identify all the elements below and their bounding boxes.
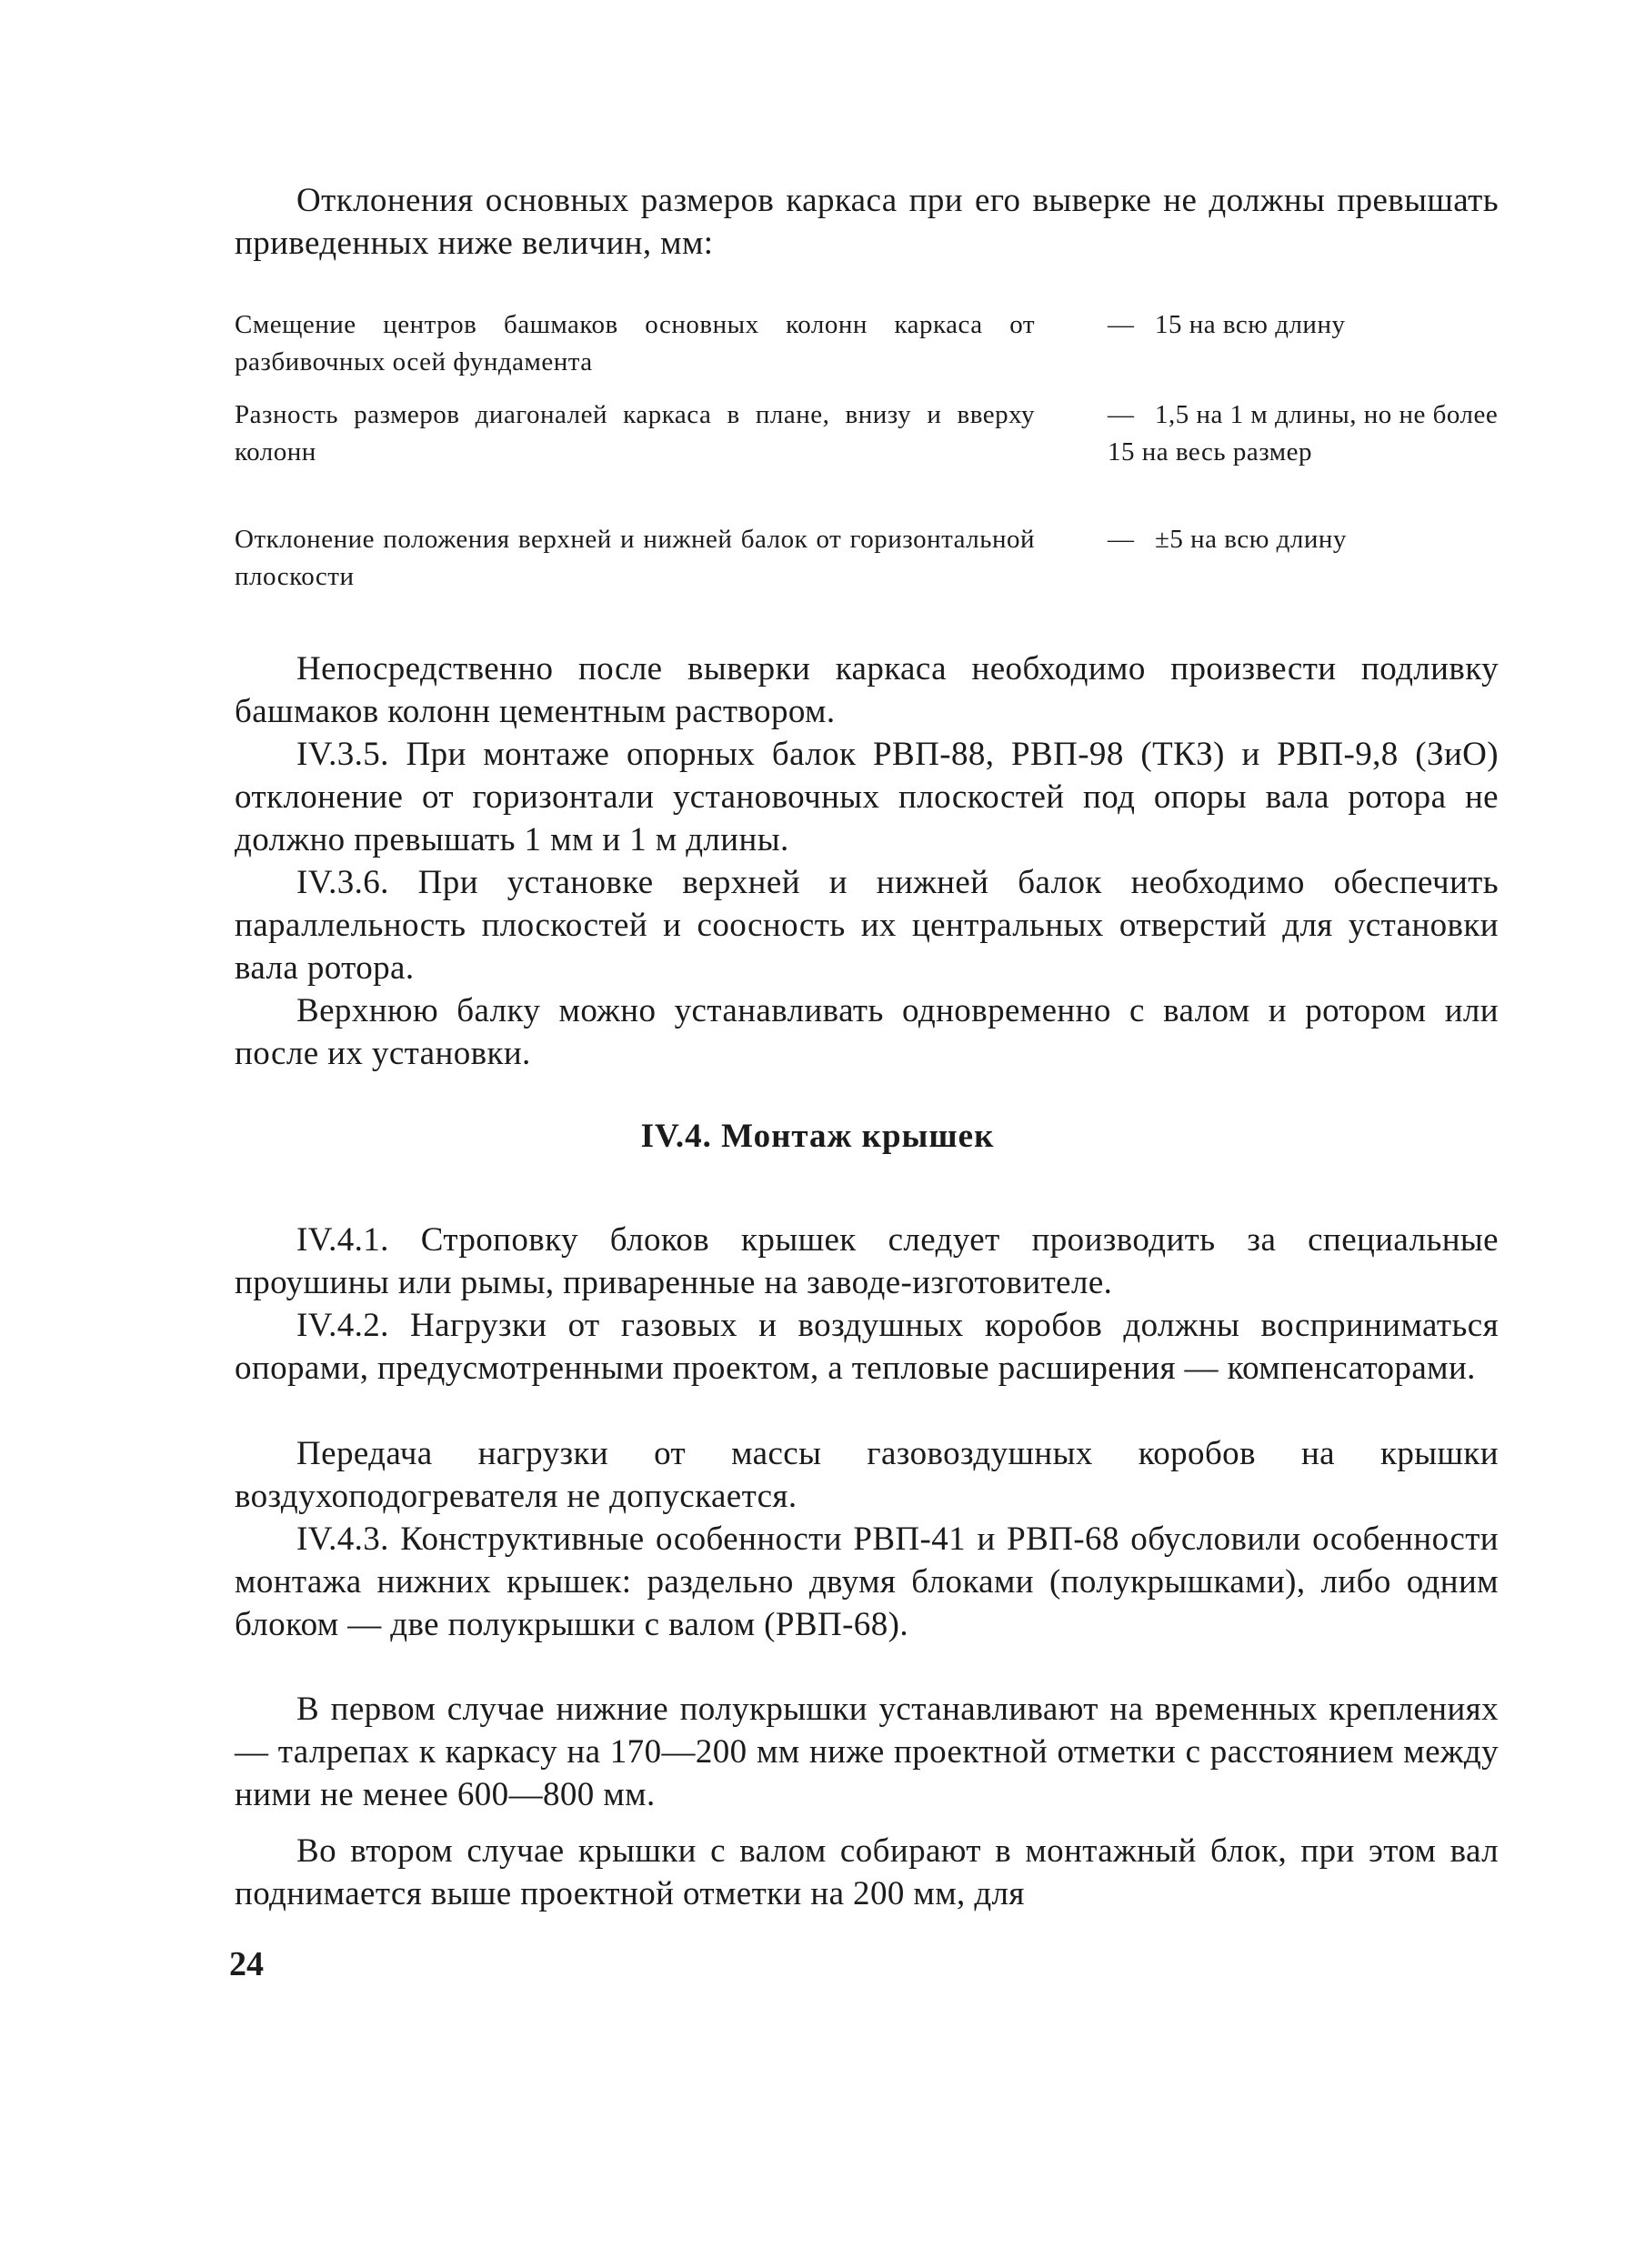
dash-mark: — bbox=[1108, 400, 1135, 429]
tolerance-description: Отклонение положения верхней и нижней балок от горизонтальной плоскости bbox=[235, 525, 1035, 591]
dash-mark: — bbox=[1108, 310, 1135, 339]
tolerance-value-text: 15 на всю длину bbox=[1155, 310, 1346, 339]
paragraph-second-case: Во втором случае крышки с валом собирают в монтажный блок, при этом вал поднимается выше проектной отметки на 200 мм, для bbox=[235, 1832, 1499, 1912]
paragraph-load-transfer: Передача нагрузки от массы газовоздушных коробов на крышки воздухоподогревателя не допускается. bbox=[235, 1435, 1499, 1515]
paragraph-iv-4-2: IV.4.2. Нагрузки от газовых и воздушных коробов должны восприниматься опорами, предусмотренными проектом, а тепловые расширения — компенсаторами. bbox=[235, 1307, 1499, 1387]
tolerance-description: Разность размеров диагоналей каркаса в плане, внизу и вверху колонн bbox=[235, 400, 1035, 467]
intro-paragraph: Отклонения основных размеров каркаса при его выверке не должны превышать приведенных ниже величин, мм: bbox=[235, 182, 1499, 262]
paragraph-iv-4-3: IV.4.3. Конструктивные особенности РВП-41 и РВП-68 обусловили особенности монтажа нижних крышек: раздельно двумя блоками (полукрышками), либо одним блоком — две полукрышки с валом (РВП-68). bbox=[235, 1520, 1499, 1643]
paragraph-after-alignment: Непосредственно после выверки каркаса необходимо произвести подливку башмаков колонн цементным раствором. bbox=[235, 650, 1499, 730]
paragraph-iv-3-5: IV.3.5. При монтаже опорных балок РВП-88, РВП-98 (ТКЗ) и РВП-9,8 (ЗиО) отклонение от горизонтали установочных плоскостей под опоры вала ротора не должно превышать 1 мм и 1 м длины. bbox=[235, 736, 1499, 858]
tolerance-value-text: ±5 на всю длину bbox=[1155, 525, 1347, 554]
tolerance-description: Смещение центров башмаков основных колонн каркаса от разбивочных осей фундамента bbox=[235, 310, 1035, 376]
dash-mark: — bbox=[1108, 525, 1135, 554]
tolerance-value-text: 1,5 на 1 м длины, но не более 15 на весь размер bbox=[1108, 400, 1499, 467]
paragraph-first-case: В первом случае нижние полукрышки устанавливают на временных креплениях — талрепах к каркасу на 170—200 мм ниже проектной отметки с расстоянием между ними не менее 600—800 мм. bbox=[235, 1691, 1499, 1813]
page-number: 24 bbox=[229, 1945, 264, 1983]
paragraph-iv-3-6: IV.3.6. При установке верхней и нижней балок необходимо обеспечить параллельность плоскостей и соосность их центральных отверстий для установки вала ротора. bbox=[235, 864, 1499, 987]
paragraph-upper-beam: Верхнюю балку можно устанавливать одновременно с валом и ротором или после их установки. bbox=[235, 992, 1499, 1072]
tolerance-value bbox=[1108, 521, 1508, 558]
paragraph-iv-4-1: IV.4.1. Строповку блоков крышек следует производить за специальные проушины или рымы, приваренные на заводе-изготовителе. bbox=[235, 1221, 1499, 1301]
section-heading: IV.4. Монтаж крышек bbox=[640, 1118, 995, 1155]
tolerance-value bbox=[1108, 306, 1508, 344]
tolerance-value bbox=[1108, 396, 1508, 471]
